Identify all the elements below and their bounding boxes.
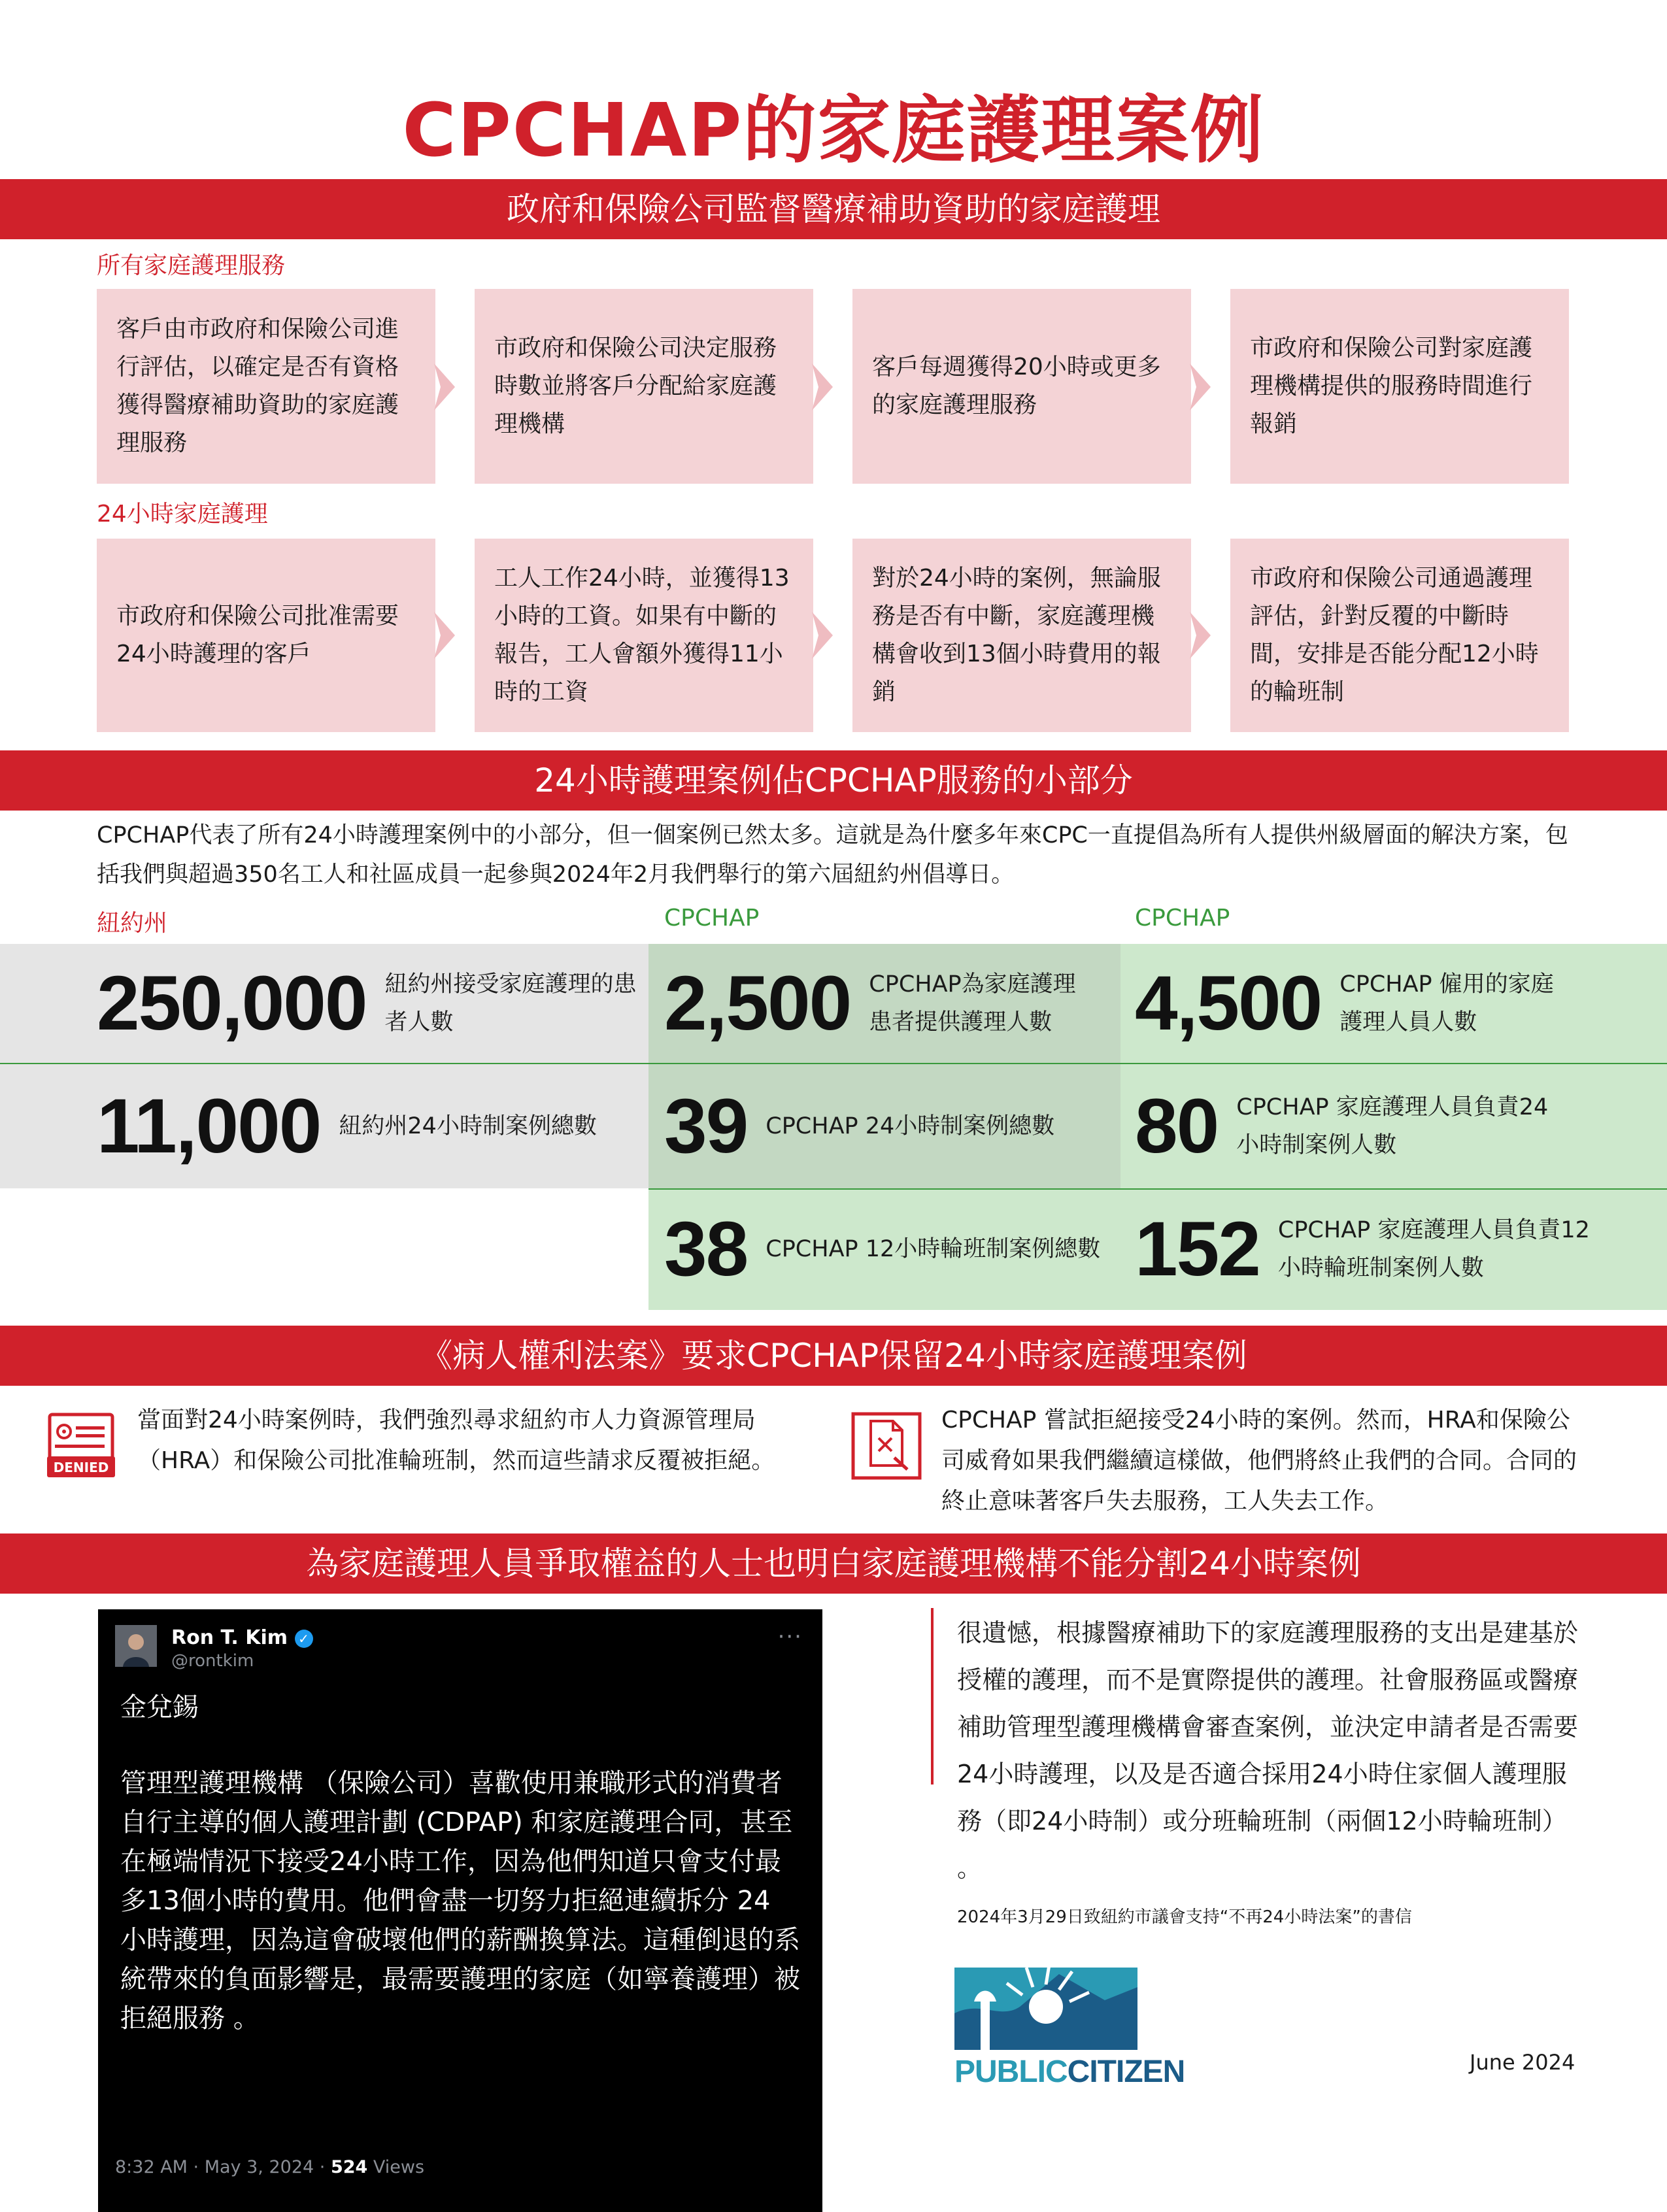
intro-paragraph: CPCHAP代表了所有24小時護理案例中的小部分，但一個案例已然太多。這就是為什麼多年來CPC一直提倡為所有人提供州級層面的解決方案，包括我們與超過350名工人和社區成員一起參與2024年2月我們舉行的第六屆紐約州倡導日。 xyxy=(97,822,1568,888)
quote-citation: 2024年3月29日致紐約市議會支持“不再24小時法案”的書信 xyxy=(957,1907,1412,1927)
flow-step-2: 市政府和保險公司決定服務時數並將客戶分配給家庭護理機構 xyxy=(475,289,813,484)
hra-denial-text: 當面對24小時案例時，我們強烈尋求紐約市人力資源管理局（HRA）和保險公司批准輪班制，然而這些請求反覆被拒絕。 xyxy=(137,1407,775,1474)
stat-nys-patients xyxy=(97,944,640,1063)
tweet-author-handle[interactable]: @rontkim xyxy=(171,1651,254,1671)
tweet-author-name[interactable]: Ron T. Kim ✓ xyxy=(171,1626,313,1649)
letter-quote: 很遺憾，根據醫療補助下的家庭護理服務的支出是建基於授權的護理，而不是實際提供的護理。社會服務區或醫療補助管理型護理機構會審查案例，並決定申請者是否需要24小時護理，以及是否適合採用24小時住家個人護理服務（即24小時制）或分班輪班制（兩個12小時輪班制） 。 xyxy=(957,1618,1579,1883)
row-label-24hr-care: 24小時家庭護理 xyxy=(97,501,268,528)
stat-nys-24hr-cases xyxy=(97,1064,626,1188)
tweet-body: 管理型護理機構 （保險公司）喜歡使用兼職形式的消費者自行主導的個人護理計劃 (CDPAP) 和家庭護理合同，甚至在極端情況下接受24小時工作，因為他們知道只會支付最多13個小時的費用。他們會盡一切努力拒絕連續拆分 24 小時護理，因為這會破壞他們的薪酬換算法。這種倒退的系統帶來的負面影響是，最需要護理的家庭（如寧養護理）被拒絕服務 。 xyxy=(120,1768,800,2034)
stat-description: 紐約州接受家庭護理的患者人數 xyxy=(384,971,637,1035)
stat-description: CPCHAP 12小時輪班制案例總數 xyxy=(766,1236,1101,1262)
stat-description: CPCHAP 僱用的家庭護理人員人數 xyxy=(1339,971,1554,1035)
stat-value: 2,500 xyxy=(664,960,851,1047)
stat-value: 250,000 xyxy=(97,960,367,1047)
more-options-icon[interactable]: ··· xyxy=(777,1624,803,1650)
flow-step-3: 客戶每週獲得20小時或更多的家庭護理服務 xyxy=(852,289,1191,484)
chevron-right-icon xyxy=(809,361,835,413)
flow-step-1: 客戶由市政府和保險公司進行評估，以確定是否有資格獲得醫療補助資助的家庭護理服務 xyxy=(97,289,435,484)
page-title: CPCHAP的家庭護理案例 xyxy=(402,88,1265,173)
tweet-greeting: 金兌錫 xyxy=(120,1692,199,1722)
denied-label: DENIED xyxy=(53,1460,109,1475)
chevron-right-icon xyxy=(431,609,458,662)
chevron-right-icon xyxy=(1187,361,1213,413)
stat-description: CPCHAP 家庭護理人員負責24小時制案例人數 xyxy=(1236,1094,1549,1158)
chevron-right-icon xyxy=(431,361,458,413)
tweet-card[interactable] xyxy=(98,1609,822,2212)
section-banner-patient-rights: 《病人權利法案》要求CPCHAP保留24小時家庭護理案例 xyxy=(0,1326,1667,1386)
stat-value: 152 xyxy=(1135,1206,1260,1292)
flow-step-24hr-2: 工人工作24小時，並獲得13小時的工資。如果有中斷的報告，工人會額外獲得11小時的工資 xyxy=(475,539,813,732)
flow-step-24hr-3: 對於24小時的案例，無論服務是否有中斷，家庭護理機構會收到13個小時費用的報銷 xyxy=(852,539,1191,732)
stat-cpchap-12hr-workers xyxy=(1135,1188,1618,1310)
stat-value: 4,500 xyxy=(1135,960,1322,1047)
flow-step-24hr-1: 市政府和保險公司批准需要24小時護理的客戶 xyxy=(97,539,435,732)
contract-cancel-icon xyxy=(851,1412,922,1480)
row-label-all-services: 所有家庭護理服務 xyxy=(97,252,286,279)
stat-description: 紐約州24小時制案例總數 xyxy=(339,1113,597,1139)
flow-step-4: 市政府和保險公司對家庭護理機構提供的服務時間進行報銷 xyxy=(1230,289,1569,484)
stat-cpchap-24hr-workers xyxy=(1135,1064,1563,1188)
contract-threat-text: CPCHAP 嘗試拒絕接受24小時的案例。然而，HRA和保險公司威脅如果我們繼續這樣做，他們將終止我們的合同。合同的終止意味著客戶失去服務，工人失去工作。 xyxy=(941,1407,1577,1515)
chevron-right-icon xyxy=(1187,609,1213,662)
stat-cpchap-24hr-cases xyxy=(664,1064,1092,1188)
stat-description: CPCHAP 家庭護理人員負責12 小時輪班制案例人數 xyxy=(1277,1217,1590,1281)
flow-step-24hr-4: 市政府和保險公司通過護理評估，針對反覆的中斷時間，安排是否能分配12小時的輪班制 xyxy=(1230,539,1569,732)
denied-document-icon xyxy=(46,1412,116,1480)
stat-cpchap-workers xyxy=(1135,944,1575,1063)
section-banner-oversight: 政府和保險公司監督醫療補助資助的家庭護理 xyxy=(0,179,1667,239)
chevron-right-icon xyxy=(809,609,835,662)
column-label-nys: 紐約州 xyxy=(97,910,168,937)
tweet-meta[interactable]: 8:32 AM · May 3, 2024 · 524 Views xyxy=(115,2157,425,2177)
stat-cpchap-patients xyxy=(664,944,1091,1063)
stat-value: 39 xyxy=(664,1083,748,1169)
stat-value: 38 xyxy=(664,1206,748,1292)
stat-cpchap-12hr-cases xyxy=(664,1188,1132,1310)
stat-description: CPCHAP 24小時制案例總數 xyxy=(766,1113,1055,1139)
column-label-cpchap-2: CPCHAP xyxy=(1135,905,1230,931)
publication-date: June 2024 xyxy=(1470,2050,1575,2075)
section-banner-advocates: 為家庭護理人員爭取權益的人士也明白家庭護理機構不能分割24小時案例 xyxy=(0,1533,1667,1594)
verified-badge-icon: ✓ xyxy=(295,1630,313,1648)
section-banner-small-share: 24小時護理案例佔CPCHAP服務的小部分 xyxy=(0,750,1667,811)
avatar[interactable] xyxy=(115,1625,157,1667)
quote-accent-bar xyxy=(931,1608,934,1785)
stat-description: CPCHAP為家庭護理患者提供護理人數 xyxy=(869,971,1076,1035)
stat-value: 80 xyxy=(1135,1083,1219,1169)
public-citizen-wordmark: PUBLICCITIZEN xyxy=(954,2054,1185,2089)
column-label-cpchap: CPCHAP xyxy=(664,905,760,931)
stat-value: 11,000 xyxy=(97,1083,321,1169)
